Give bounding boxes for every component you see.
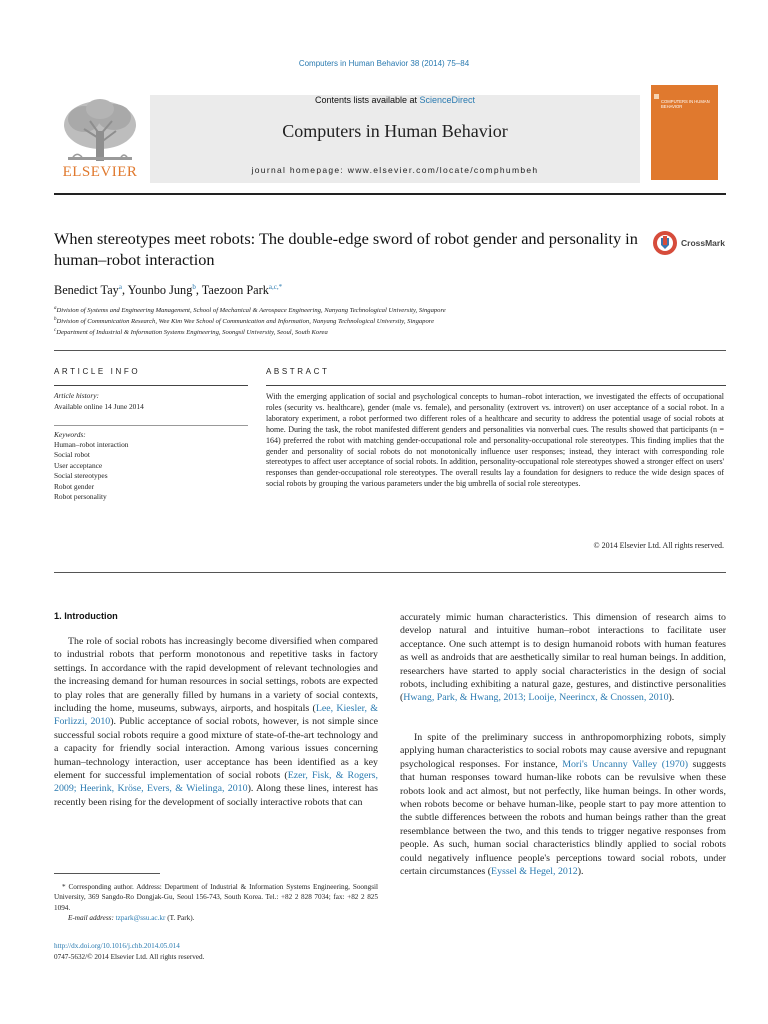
email-link[interactable]: tzpark@ssu.ac.kr — [115, 914, 166, 923]
author-affil-link[interactable]: a — [118, 283, 122, 291]
keyword: User acceptance — [54, 460, 103, 470]
keyword-list — [54, 440, 129, 502]
keyword: Robot personality — [54, 492, 107, 502]
author-name: Benedict Tay — [54, 283, 119, 298]
article-info-label: ARTICLE INFO — [54, 367, 141, 376]
footnote-text: * Corresponding author. Address: Department of Industrial & Information Systems Engineering, Soongsil University, 369 Sangdo-Ro Dongjak-Gu, Seoul 156-743, South Korea. Tel.: +82 2 828 7034; fax: +82 2 825 1094. — [54, 883, 378, 912]
elsevier-logo[interactable] — [54, 95, 146, 181]
affiliation-text: Department of Industrial & Information Systems Engineering, Soongsil University, Seoul, South Korea — [56, 329, 328, 337]
affiliation — [54, 328, 328, 336]
intro-paragraph-left — [54, 635, 378, 809]
keywords-rule — [54, 425, 248, 426]
corresponding-author-footnote — [54, 882, 378, 924]
author-name: Taezoon Park — [201, 283, 269, 298]
author-affil-link[interactable]: a,c,* — [268, 283, 283, 291]
article-info-rule — [54, 385, 248, 386]
affiliation-marker: c — [54, 328, 57, 333]
citation-link[interactable]: Mori's Uncanny Valley (1970) — [562, 758, 689, 770]
history-label: Article history: — [54, 391, 99, 400]
header-rule — [54, 193, 726, 195]
keywords-label: Keywords: — [54, 430, 86, 439]
affiliation — [54, 317, 434, 325]
doi-link[interactable] — [54, 941, 180, 951]
affiliation-marker: b — [54, 317, 57, 322]
citation-link[interactable]: Ezer, Fisk, & Rogers, 2009; Heerink, Kröse, Evers, & Wielinga, 2010 — [54, 770, 378, 795]
journal-cover[interactable] — [651, 85, 718, 180]
author-list: Benedict Tay$^a$, Younbo Jung$^b$, Taezoon Park$^{a,c,*}$ — [54, 283, 283, 298]
affiliation — [54, 306, 446, 314]
paragraph-text: ). Public acceptance of social robots, however, is not simple since successful social robots require a good mixture of state-of-the-art technology and a capacity for friendly social interaction. Among various issues concerning human–technology interaction, user acceptance has been identified as a key element for successful implementation of social robots ( — [54, 716, 378, 782]
elsevier-wordmark: ELSEVIER — [62, 164, 138, 180]
affiliation-text: Division of Communication Research, Wee Kim Wee School of Communication and Information, Nanyang Technological University, Singapore — [56, 318, 435, 326]
paragraph-text: In spite of the preliminary success in anthropomorphizing robots, simply applying human characteristics to social robots may cause aversive and repugnant psychological responses. For instance, — [400, 732, 726, 770]
cover-mark-icon — [654, 94, 659, 99]
abstract-copyright: © 2014 Elsevier Ltd. All rights reserved. — [593, 541, 724, 550]
email-label: E-mail address: — [68, 914, 116, 923]
journal-title: Computers in Human Behavior — [282, 121, 508, 141]
author-name: Younbo Jung — [127, 283, 193, 298]
journal-homepage[interactable]: journal homepage: www.elsevier.com/locate/comphumbeh — [251, 165, 539, 175]
abstract-label: ABSTRACT — [266, 367, 330, 376]
keyword: Human–robot interaction — [54, 440, 129, 449]
paragraph-text: ). — [577, 866, 584, 878]
info-rule — [54, 350, 726, 351]
keyword: Social stereotypes — [54, 471, 108, 481]
affiliation-marker: a — [54, 306, 57, 311]
keyword: Robot gender — [54, 481, 95, 491]
crossmark-badge[interactable] — [650, 229, 734, 259]
cover-title: COMPUTERS IN HUMAN BEHAVIOR — [661, 99, 710, 109]
crossmark-icon — [652, 230, 678, 256]
abstract-text: With the emerging application of social and psychological concepts to human–robot interaction, we investigated the effects of occupational roles (security vs. healthcare), gender (male vs. female), and personality (extrovert vs. introvert) on user acceptance of a social robot. In a laboratory experiment, a robot performed two different roles of a healthcare and security to address the potential usage of social robots at home. During the task, the robot manifested different genders and personalities via nonverbal cues. The results showed that participants (n = 164) preferred the robot with matching gender-occupational role and personality-occupational role stereotypes. This finding implies that the gender and personality of social robots do not monotonically influence user responses; instead, they interact with corresponding role stereotypes to affect user acceptance of social robots. In addition, personality-occupational role stereotypes showed a stronger effect on users' responses than gender-occupational role stereotypes. The overall results lay a foundation for designers to reduce the wide design spaces of social robots by grouping the various parameters under the big umbrella of social role stereotypes. — [266, 392, 724, 489]
history-value: Available online 14 June 2014 — [54, 402, 144, 411]
author-affil-link[interactable]: b — [192, 283, 196, 291]
paragraph-text: ). Along these lines, interest has recently been rising for the development of socially interactive robots that can — [54, 783, 378, 808]
affiliation-text: Division of Systems and Engineering Management, School of Mechanical & Aerospace Engineering, Nanyang Technological University, Singapore — [56, 307, 446, 315]
contents-available — [150, 95, 640, 105]
keyword: Social robot — [54, 450, 90, 460]
issn-line: 0747-5632/© 2014 Elsevier Ltd. All rights reserved. — [54, 953, 205, 961]
sciencedirect-link[interactable]: ScienceDirect — [419, 95, 476, 105]
abstract-bottom-rule — [54, 572, 726, 573]
paragraph-text: ). — [668, 692, 675, 704]
doi-link-text[interactable]: http://dx.doi.org/10.1016/j.chb.2014.05.014 — [54, 942, 180, 950]
paragraph-text: The role of social robots has increasingly become diversified when compared to industrial robots that perform monotonous and repetitive tasks in factory settings. In accordance with the rapid development of relevant technologies and the increasing demand for human resources in social settings, robots are expected to play roles that are generally filled by humans in a variety of social contexts, including the home, museums, subways, airports, and hospitals ( — [54, 636, 378, 715]
citation-link[interactable]: Lee, Kiesler, & Forlizzi, 2010 — [54, 703, 378, 728]
section-heading: 1. Introduction — [54, 611, 118, 621]
abstract-rule — [266, 385, 726, 386]
article-title: When stereotypes meet robots: The double-edge sword of robot gender and personality in human–robot interaction — [54, 229, 638, 269]
footnote-rule — [54, 873, 160, 874]
journal-citation[interactable]: Computers in Human Behavior 38 (2014) 75–84 — [298, 59, 470, 68]
citation-link[interactable]: Eyssel & Hegel, 2012 — [491, 866, 578, 878]
intro-paragraph-right-2 — [400, 731, 726, 878]
citation-link[interactable]: Hwang, Park, & Hwang, 2013; Looije, Neerincx, & Cnossen, 2010 — [403, 692, 669, 704]
paragraph-text: suggests that human responses toward human-like robots can be revulsive when these robots look and act almost, but not perfectly, like human beings. In other words, when robots become or behave human-like, people start to pay more attention to the subtle differences between the robots and human beings rather than the great resemblance between the two, and this tends to trigger negative responses from people. As such, human social characteristics blindly applied to social robots could negatively influence people's perceptions toward social robots, under certain circumstances ( — [400, 758, 726, 878]
intro-paragraph-right-1 — [400, 611, 726, 705]
paragraph-text: accurately mimic human characteristics. This dimension of research aims to develop natural and intuitive human–robot interactions to facilitate user acceptance. One such attempt is to design humanoid robots with human features as well as androids that are aesthetically similar to real human beings. In addition, researchers have started to apply social characteristics in the design of social robots, including exhibiting a natural gaze, gestures, and distinctive personalities ( — [400, 612, 726, 704]
email-suffix: (T. Park). — [165, 914, 195, 923]
contents-prefix: Contents lists available at — [314, 95, 420, 105]
crossmark-label: CrossMark — [681, 238, 725, 248]
